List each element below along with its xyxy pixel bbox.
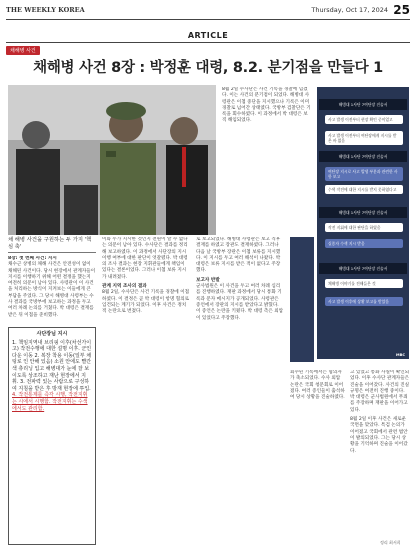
- chat-header-3: 해병대 1사단 7여단장 진술서: [319, 207, 407, 218]
- info-box-highlight: 4. 작전통제를 즉각 시행, 작전지휘는 시에서 시행함. 작전지휘는 수색에서도 관리함.: [12, 392, 88, 412]
- chat-header-4: 해병대 1사단 7여단장 진술서: [319, 263, 407, 274]
- photo-credit: 정리 최서희: [380, 540, 401, 545]
- article-headline: 채해병 사건 8장 : 박정훈 대령, 8.2. 분기점을 만들다 1: [33, 60, 383, 76]
- chat-bubble-1: 사고 발생 이전부터 현장 확인 중이었고: [325, 115, 403, 124]
- column-1: [8, 256, 96, 326]
- chat-bubble-7: 채해병 이야기를 전해들은 것: [325, 279, 403, 288]
- column-3-subheading: 보고자 반발: [196, 277, 220, 283]
- page-number: 25: [393, 3, 410, 17]
- top-rule: [6, 19, 410, 20]
- info-box-title: 사단장님 지시: [36, 331, 68, 337]
- column-3-text: 로 보고되었다. 해병대 사령관은 보고 직후 결재를 하였고 장관도 결재하였다. 그러나 다음 날 국방부 장관은 이첩 보류를 지시했다. 이 지시를 두고 여러 해석이 나왔다. 박 대령은 보류 지시를 받은 적이 없다고 주장했다.: [196, 237, 281, 274]
- newspaper-name: THE WEEKLY KOREA: [6, 6, 85, 14]
- chat-bubble-5: 작전 지휘에 대한 판단을 하였음: [325, 223, 403, 232]
- issue-date: Thursday, Oct 17, 2024: [311, 6, 388, 14]
- section-title: ARTICLE: [187, 31, 229, 40]
- chat-panel-strip: [290, 237, 314, 362]
- column-2-text-2: 8월 2일, 수사단은 사건 기록을 경찰에 이첩하였다. 이 결정은 곧 박 대령이 항명 혐의로 입건되는 계기가 되었다. 이후 사건은 정치적 논란으로 번졌다.: [102, 290, 190, 315]
- column-5-text-2: 8월 2일 이후 사건은 새로운 국면을 맞았다. 특검 논의가 이어졌고 국회에서 관련 법안이 발의되었다. 그는 당시 상황을 기억하며 진술을 이어갔다.: [350, 417, 408, 454]
- column-4-bottom: [290, 370, 346, 545]
- chat-screenshot: [317, 87, 409, 359]
- column-4-top: [222, 87, 312, 227]
- caption-rule: [8, 252, 96, 253]
- broadcaster-logo: MBC: [396, 353, 405, 357]
- chat-bubble-2: 사고 발생 이전부터 여단장에게 지시를 받은 바 없음: [325, 131, 403, 145]
- photo-caption: 채 해병 사건을 구원하는 두 가지 '핵심 축': [8, 237, 92, 250]
- topic-badge: 채해병 사건: [6, 46, 40, 55]
- chat-header-1: 해병대 1사단 7여단장 진술서: [319, 99, 407, 110]
- chat-bubble-8: 사고 발생 이후에 상황 보고를 받았음: [325, 297, 403, 306]
- chat-header-2: 해병대 1사단 7여단장 진술서: [319, 151, 407, 162]
- column-3-text-2: 군사법원은 이 사건을 두고 여러 차례 심리를 진행하였다. 재판 과정에서 당시 통화 기록과 문자 메시지가 공개되었다. 사령관은 증언에서 장관의 지시를 받았다고 밝혔다. 이 증언은 논란을 키웠다. 박 대령 측은 외압이 있었다고 주장했다.: [196, 284, 284, 321]
- news-photo: [8, 85, 216, 235]
- section-rule: [6, 42, 410, 43]
- column-1-text: 채수근 상병의 채해 사건은 안전성이 없이 채해된 사건이다. 당시 현장에서 관계자들이 지시를 이행하기 위해 어떤 결정을 했는지 여전히 의문이 남아 있다. 사령관이 이 사건을 처리하는 방식이 지켜보는 이들에게 큰 부담을 주었다. 그 당시 해병대 사령부는 수사 결과를 국방부에 보고하는 과정을 두고 여러 차례 논의를 거쳤다. 박 대령은 결재를 받은 뒤 이첩을 준비했다.: [8, 262, 96, 318]
- chat-bubble-4: 수색 작전에 대한 지시를 받지 못하였다고: [325, 185, 403, 194]
- column-3: [196, 237, 284, 545]
- column-2-text: 이와 누가 지시한 것인지 전원이 알 수 없다는 의문이 남아 있다. 수사단은 결과를 정리해 보고하였다. 이 과정에서 사단장의 지시 이행 여부에 대한 판단이 엇갈렸다. 박 대령의 조사 결과는 현장 지휘관들에게 책임이 있다는 결론이었다. 그러나 이첩 보류 지시가 내려졌다.: [102, 237, 188, 280]
- chat-bubble-6: 실종자 수색 지시 받음: [325, 239, 403, 248]
- soldiers-photo-illustration: [8, 85, 216, 235]
- column-2: [102, 237, 190, 545]
- column-4-text-2: 회수된 기록에서는 혐의자가 축소되었다. 수사 외압 논란은 국회 청문회로 이어졌다. 여러 증인들이 출석하여 당시 상황을 진술하였다.: [290, 370, 345, 401]
- info-box: [8, 327, 96, 545]
- info-box-text: 1. 책임지역내 브리핑 이후(차선가이고) 작전수행에 대한 설명 이후. 군인다운 이동 2. 복장 착용 이동(일부 채팅로 인 안해 있음) 소원 안에도 빨간색 츄리닝 입고 해병대가 눈에 잘 보이도록 상조하고 재난 현장에서 지휘. 3. 전파력 있는 사람으로 구성하여 지침을 받은 후 방재 현장에 투입.: [12, 339, 92, 392]
- column-5-text: 고 있었고 통화 사실이 확인되었다. 이후 수사단 관계자들은 진술을 이어갔다. 사건의 진실 규명은 여전히 진행 중이다. 박 대령은 군사법원에서 무죄를 주장하며 재판을 이어가고 있다.: [350, 370, 410, 413]
- column-4-text: 8월 2일 수사단은 사건 기록을 경찰에 넘겼다. 이는 사건의 분기점이 되었다. 해병대 사령관은 이첩 중단을 지시했으나 기록은 이미 경찰로 넘어간 상태였다. 국방부 검찰단은 기록을 회수하였다. 이 과정에서 박 대령은 보직 해임되었다.: [222, 87, 311, 124]
- column-2-subheading: 관계 지역 조사의 결과: [102, 284, 147, 290]
- masthead: [6, 3, 410, 17]
- column-5: [350, 370, 410, 540]
- chat-bubble-3: 여단장 지시로 사고 발생 부분과 관련한 사항 보고: [325, 167, 403, 181]
- column-1-subheading: 8장: 첫 번째 사건: 지시: [8, 256, 57, 261]
